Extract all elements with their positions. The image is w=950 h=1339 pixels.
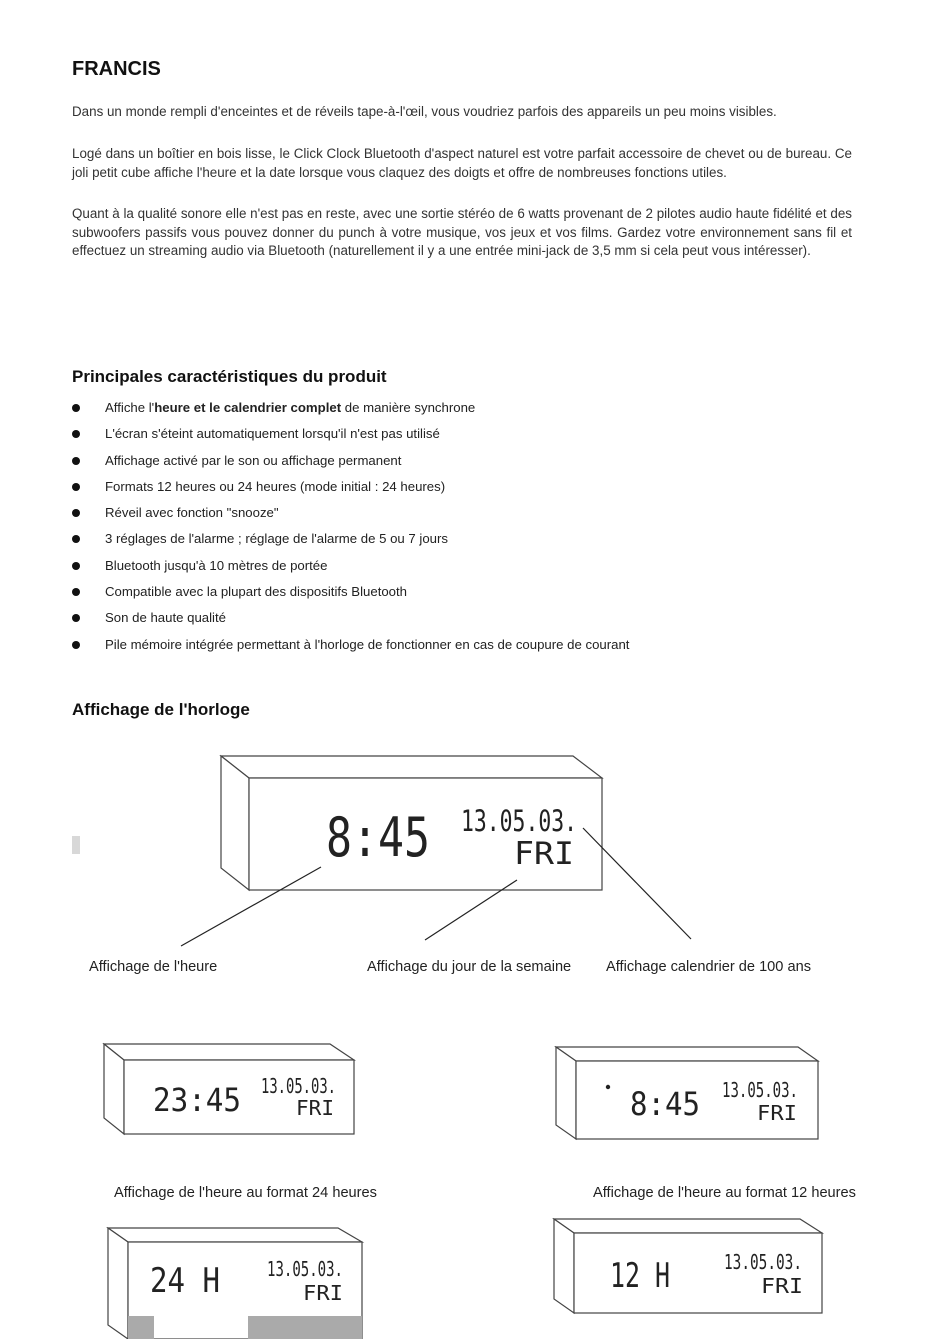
pm-indicator-dot — [606, 1085, 610, 1089]
main-time-display: 8:45 — [326, 806, 430, 869]
callout-weekday-label: Affichage du jour de la semaine — [367, 959, 572, 975]
date-mode-12-display: 13.05.03. — [724, 1250, 802, 1274]
clock-side-face — [108, 1228, 128, 1339]
feature-text: Affichage activé par le son ou affichage permanent — [105, 452, 402, 468]
time-24h-display: 23:45 — [153, 1081, 241, 1119]
list-item — [72, 423, 872, 449]
clock-top-face — [556, 1047, 818, 1061]
bullet-icon — [72, 614, 80, 622]
clock-mode-24-illustration — [104, 1224, 374, 1339]
feature-text-after: de manière synchrone — [341, 400, 476, 415]
intro-paragraph-1: Dans un monde rempli d'enceintes et de réveils tape-à-l'œil, vous voudriez parfois des appareils un peu moins visibles. — [72, 104, 777, 119]
caption-12h-format: Affichage de l'heure au format 12 heures — [593, 1185, 856, 1201]
clock-section-heading: Affichage de l'horloge — [72, 700, 250, 719]
clock-side-face — [554, 1219, 574, 1313]
list-item — [72, 450, 872, 476]
list-item — [72, 555, 872, 581]
clock-mode-12-illustration — [550, 1215, 830, 1320]
feature-text: 3 réglages de l'alarme ; réglage de l'alarme de 5 ou 7 jours — [105, 531, 448, 547]
intro-paragraph-3: Quant à la qualité sonore elle n'est pas en reste, avec une sortie stéréo de 6 watts provenant de 2 pilotes audio haute fidélité et des subwoofers passifs vous pouvez donner du punch à votre musique, vos jeux et vos films. Gardez votre environnement sans fil et effectuez un streaming audio via Bluetooth (naturellement il y a une entrée mini-jack de 3,5 mm si cela peut vous intéresser). — [72, 206, 852, 259]
callout-time-label: Affichage de l'heure — [89, 959, 218, 975]
list-item — [72, 476, 872, 502]
features-heading: Principales caractéristiques du produit — [72, 367, 387, 386]
clock-12h-illustration — [552, 1043, 822, 1143]
feature-text-before: Affiche l' — [105, 400, 155, 415]
list-item — [72, 607, 872, 633]
bullet-icon — [72, 588, 80, 596]
list-item — [72, 502, 872, 528]
list-item — [72, 528, 872, 554]
clock-side-face — [104, 1044, 124, 1134]
features-list — [72, 397, 872, 660]
clock-side-face — [556, 1047, 576, 1139]
clock-24h-illustration — [100, 1040, 360, 1140]
day-mode-24-display: FRI — [303, 1281, 343, 1305]
feature-text-bold: heure et le calendrier complet — [154, 400, 342, 415]
feature-text: Formats 12 heures ou 24 heures (mode initial : 24 heures) — [105, 478, 446, 494]
intro-paragraph-2: Logé dans un boîtier en bois lisse, le Click Clock Bluetooth d'aspect naturel est votre parfait accessoire de chevet ou de bureau. Ce joli petit cube affiche l'heure et la date lorsque vous claquez des doigts et offre de nombreuses fonctions utiles. — [72, 146, 852, 180]
clock-top-face — [221, 756, 602, 778]
bullet-icon — [72, 430, 80, 438]
bullet-icon — [72, 509, 80, 517]
day-12h-display: FRI — [757, 1101, 797, 1125]
caption-24h-format: Affichage de l'heure au format 24 heures — [114, 1185, 377, 1201]
clock-side-face — [221, 756, 249, 890]
bullet-icon — [72, 535, 80, 543]
callout-calendar-label: Affichage calendrier de 100 ans — [606, 959, 811, 975]
time-12h-display: 8:45 — [630, 1085, 700, 1123]
bullet-icon — [72, 457, 80, 465]
mode-12-label: 12 H — [610, 1256, 670, 1296]
feature-text: Son de haute qualité — [105, 610, 226, 626]
page-title: FRANCIS — [72, 58, 161, 80]
feature-text: Bluetooth jusqu'à 10 mètres de portée — [105, 557, 328, 573]
mode-24-label: 24 H — [150, 1261, 220, 1301]
list-item — [72, 581, 872, 607]
date-24h-display: 13.05.03. — [261, 1074, 336, 1098]
main-date-display: 13.05.03. — [461, 804, 577, 838]
gray-block — [248, 1316, 362, 1339]
feature-text: Pile mémoire intégrée permettant à l'horloge de fonctionner en cas de coupure de courant — [105, 636, 630, 652]
bullet-icon — [72, 404, 80, 412]
date-mode-24-display: 13.05.03. — [267, 1257, 343, 1281]
feature-text: Compatible avec la plupart des dispositifs Bluetooth — [105, 584, 408, 600]
list-item — [72, 634, 872, 660]
bullet-icon — [72, 562, 80, 570]
clock-top-face — [108, 1228, 362, 1242]
main-day-display: FRI — [514, 836, 574, 872]
day-24h-display: FRI — [296, 1096, 334, 1120]
feature-text: L'écran s'éteint automatiquement lorsqu'il n'est pas utilisé — [105, 426, 440, 442]
clock-top-face — [554, 1219, 822, 1233]
day-mode-12-display: FRI — [761, 1274, 803, 1298]
clock-top-face — [104, 1044, 354, 1060]
gray-block — [128, 1316, 154, 1339]
list-item — [72, 397, 872, 423]
bullet-icon — [72, 483, 80, 491]
date-12h-display: 13.05.03. — [722, 1078, 798, 1102]
feature-text: Réveil avec fonction "snooze" — [105, 505, 279, 521]
bullet-icon — [72, 641, 80, 649]
